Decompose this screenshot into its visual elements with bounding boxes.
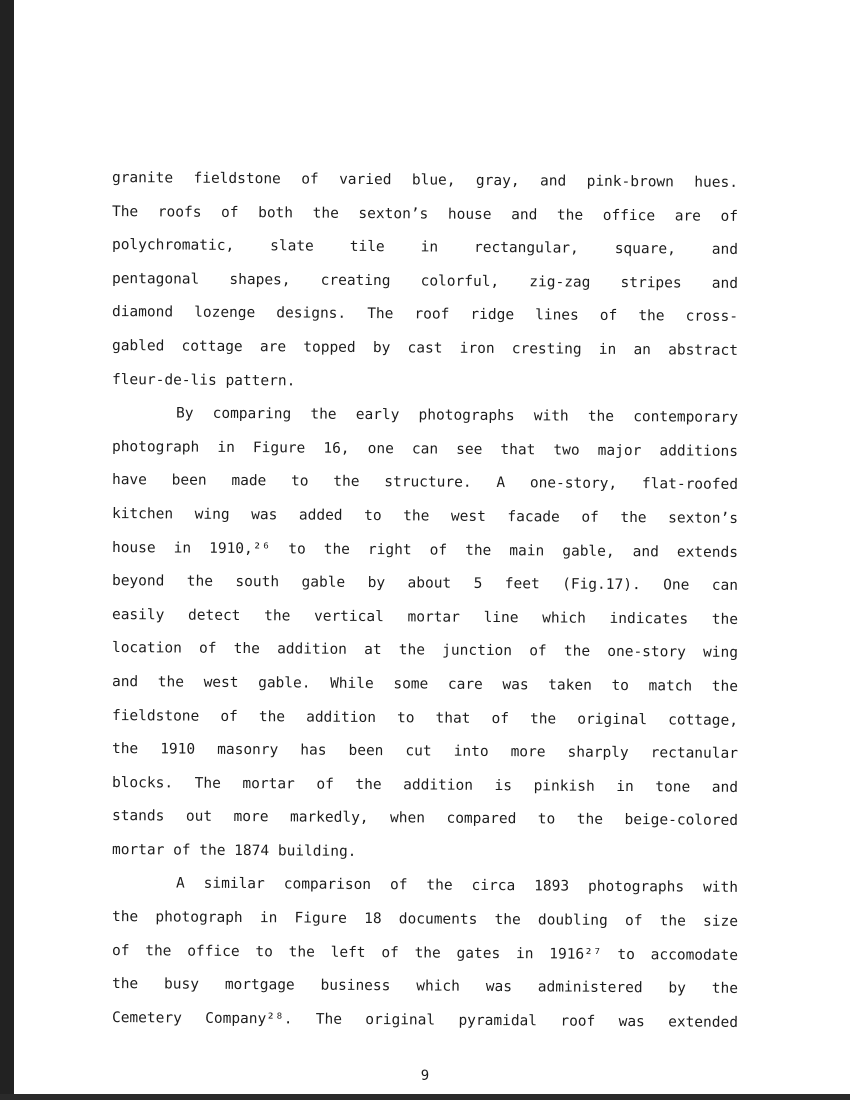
text-line: photograph in Figure 16, one can see that two major additions [111,438,739,460]
text-line: diamond lozenge designs. The roof ridge lines of the cross- [111,304,739,326]
text-line: the busy mortgage business which was administered by the [111,976,739,998]
text-line: of the office to the left of the gates in 1916²⁷ to accomodate [111,942,739,964]
text-line: kitchen wing was added to the west facade of the sexton’s [111,505,739,527]
text-line: beyond the south gable by about 5 feet (Fig.17). One can [111,573,739,595]
text-line: The roofs of both the sexton’s house and the office are of [111,203,739,225]
text-line: blocks. The mortar of the addition is pinkish in tone and [111,774,739,796]
text-line: polychromatic, slate tile in rectangular, square, and [111,237,739,259]
text-line: the photograph in Figure 18 documents the doubling of the size [111,909,739,930]
text-line: fieldstone of the addition to that of the original cottage, [111,707,739,729]
page-body-text [112,162,738,1035]
text-line: By comparing the early photographs with the contemporary [175,405,739,427]
text-line: Cemetery Company²⁸. The original pyramidal roof was extended [111,1009,739,1031]
text-line: stands out more markedly, when compared to the beige-colored [111,808,739,830]
text-line: and the west gable. While some care was taken to match the [111,673,739,695]
text-line: location of the addition at the junction of the one-story wing [111,640,739,662]
text-line: the 1910 masonry has been cut into more sharply rectanular [111,741,739,763]
text-line: gabled cottage are topped by cast iron cresting in an abstract [111,337,739,359]
text-line: pentagonal shapes, creating colorful, zig-zag stripes and [111,270,739,292]
scan-left-edge [0,0,14,1100]
scan-bottom-edge [0,1094,850,1100]
text-line: house in 1910,²⁶ to the right of the main gable, and extends [111,539,739,561]
text-line: A similar comparison of the circa 1893 photographs with [175,875,739,897]
text-line: granite fieldstone of varied blue, gray, and pink-brown hues. [111,170,739,191]
text-line: have been made to the structure. A one-story, flat-roofed [111,472,739,494]
text-line: mortar of the 1874 building. [111,841,357,860]
text-line: fleur-de-lis pattern. [111,371,296,390]
page-number: 9 [420,1068,430,1084]
text-line: easily detect the vertical mortar line which indicates the [111,606,739,628]
